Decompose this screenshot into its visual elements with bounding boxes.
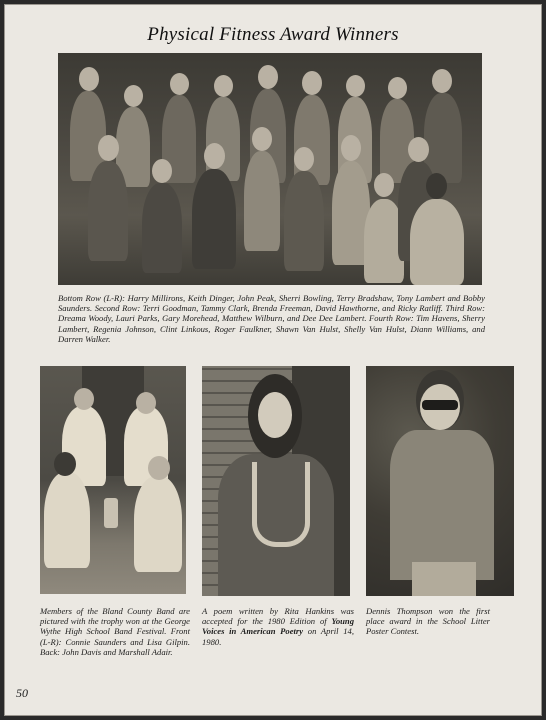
band-photo-caption: Members of the Bland County Band are pictured with the trophy won at the George Wythe High School Band Festival. Front (L-R): Connie Saunders and Lisa Gilpin. Back: John Davis and Marshall Adair. [40, 606, 190, 657]
page-number: 50 [16, 686, 28, 700]
band-photo [40, 366, 186, 594]
group-photo [58, 53, 482, 285]
group-photo-caption: Bottom Row (L-R): Harry Millirons, Keith Dinger, John Peak, Sherri Bowling, Terry Bradshaw, Tony Lambert and Bobby Saunders. Second Row: Terri Goodman, Tammy Clark, Brenda Freeman, David Hawthorne, and Ricky Ratliff. Third Row: Dreama Woody, Lauri Parks, Gary Morehead, Matthew Wilburn, and Dee Dee Lambert. Fourth Row: Tim Havens, Sherry Lambert, Regenia Johnson, Clint Linkous, Roger Faulkner, Shawn Van Hulst, Shelly Van Hulst, Diann Williams, and Darren Walker. [58, 293, 485, 344]
rita-hankins-caption: A poem written by Rita Hankins was accepted for the 1980 Edition of Young Voices in American Poetry on April 14, 1980. [202, 606, 354, 647]
rita-hankins-photo [202, 366, 350, 596]
yearbook-page [4, 4, 542, 716]
page-title: Physical Fitness Award Winners [147, 24, 399, 45]
dennis-thompson-caption: Dennis Thompson won the first place award in the School Litter Poster Contest. [366, 606, 490, 637]
dennis-thompson-photo [366, 366, 514, 596]
